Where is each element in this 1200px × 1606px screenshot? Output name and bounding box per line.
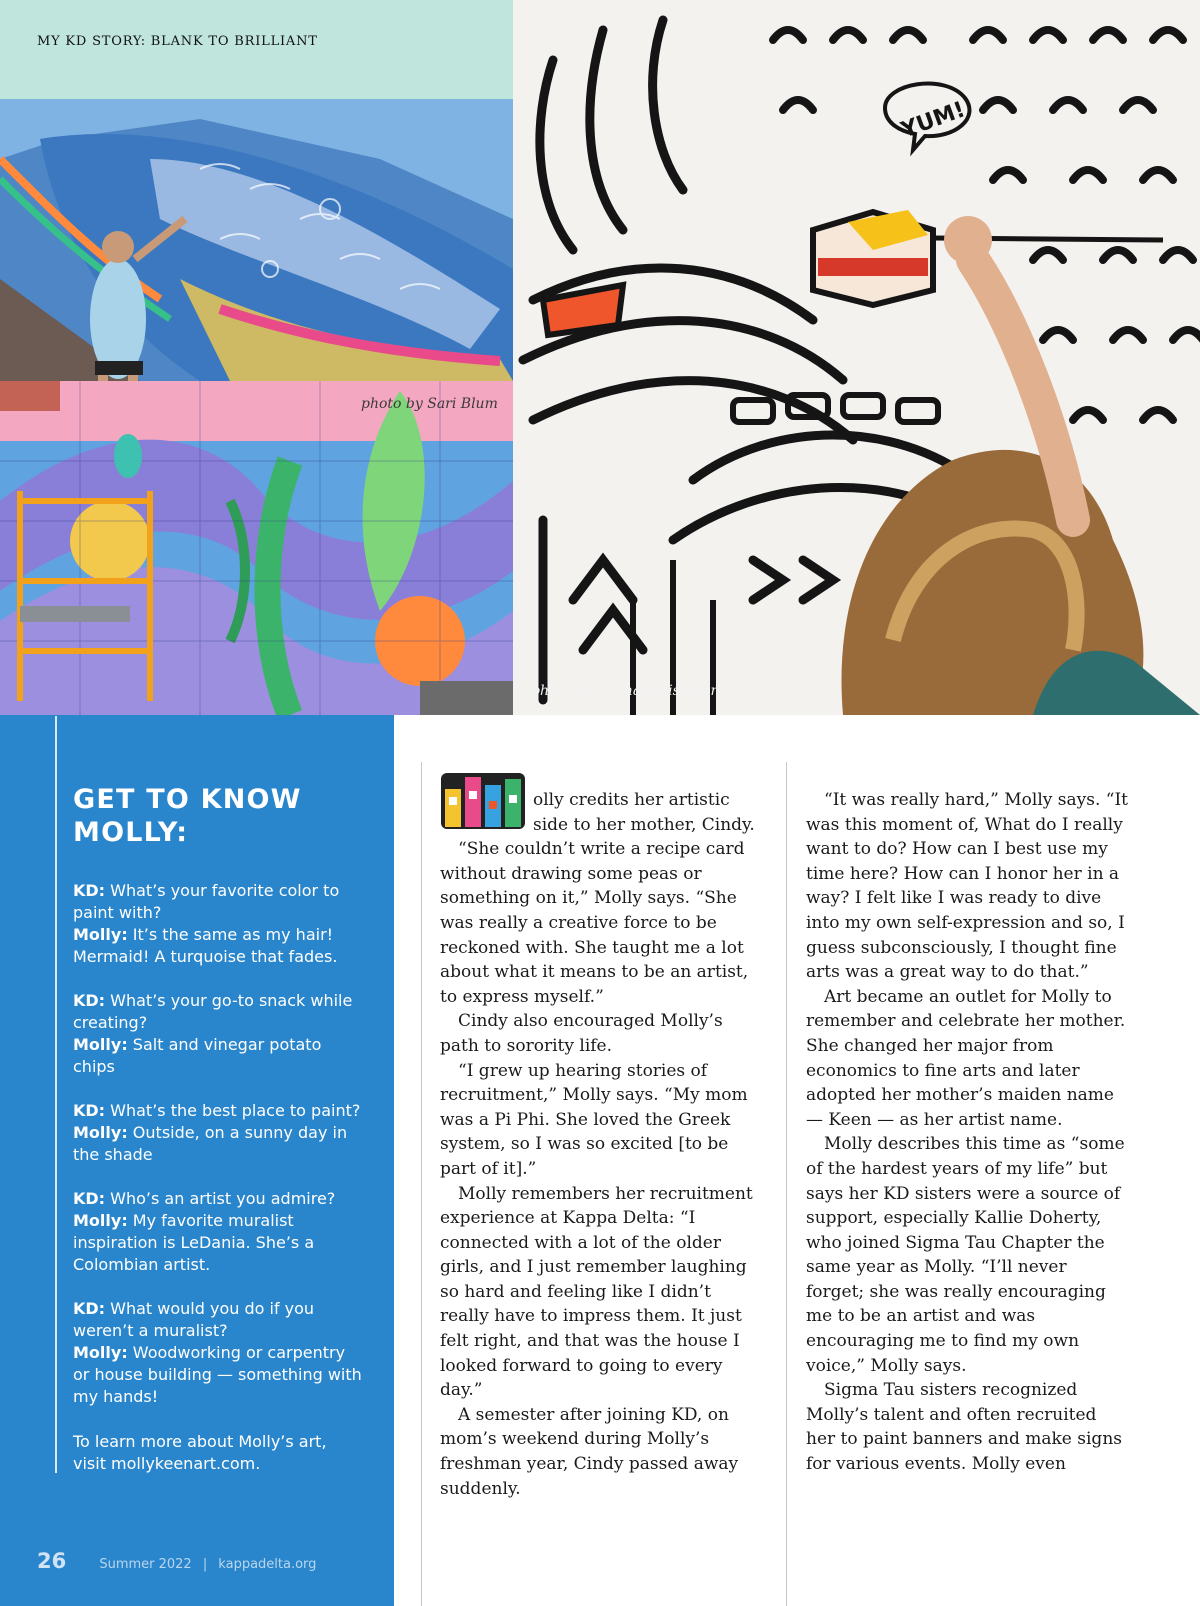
answer: Woodworking or carpentry or house building — something with my hands! [73,1343,362,1406]
question: What’s your favorite color to paint with? [73,881,340,922]
sidebar-closing: To learn more about Molly’s art, visit mollykeenart.com. [73,1432,327,1473]
q-label: KD: [73,991,106,1010]
footer-separator: | [202,1557,208,1572]
qa-item [73,990,363,1078]
a-label: Molly: [73,1211,128,1230]
a-label: Molly: [73,1035,128,1054]
article-paragraph: “She couldn’t write a recipe card without drawing some peas or something on it,” Molly says. “She was really a creative force to be reckoned with. She taught me a lot about what it means to be an artist, to express myself.” [440,839,749,1007]
sidebar-rule [55,716,57,1473]
a-label: Molly: [73,925,128,944]
article-column-1 [440,788,756,1501]
sidebar-title-line1: GET TO KNOW [73,784,302,815]
article-paragraph: Cindy also encouraged Molly’s path to sorority life. [440,1011,723,1056]
qa-item [73,1188,363,1276]
question: What’s your go-to snack while creating? [73,991,353,1032]
dropcap-letter: M [482,811,484,812]
q-label: KD: [73,1189,106,1208]
a-label: Molly: [73,1123,128,1142]
article-paragraph: Molly remembers her recruitment experience at Kappa Delta: “I connected with a lot of the older girls, and I just remember laughing so hard and feeling like I didn’t really have to impress them. It just felt right, and that was the house I looked forward to going to every day.” [440,1183,753,1401]
q-label: KD: [73,1101,106,1120]
photo-credit-michael: photo by Michael Fishman [531,683,720,699]
article-paragraph: “It was really hard,” Molly says. “It was this moment of, What do I really want to do? How can I best use my time here? How can I honor her in a way? I felt like I was ready to dive into my own self-expression and so, I guess subconsciously, I thought fine arts was a great way to do that.” [806,790,1129,983]
article-paragraph: Molly describes this time as “some of the hardest years of my life” but says her KD sisters were a source of support, especially Kallie Doherty, who joined Sigma Tau Chapter the same year as Molly. “I’ll never forget; she was really encouraging me to be an artist and was encouraging me to find my own voice,” Molly says. [806,1134,1125,1376]
qa-item [73,880,363,968]
qa-item [73,1100,363,1166]
question: What’s the best place to paint? [105,1101,361,1120]
answer: It’s the same as my hair! Mermaid! A turquoise that fades. [73,925,338,966]
site-link[interactable]: kappadelta.org [218,1557,317,1572]
answer: Outside, on a sunny day in the shade [73,1123,348,1164]
q-label: KD: [73,881,106,900]
issue-label: Summer 2022 [99,1557,192,1572]
answer: Salt and vinegar potato chips [73,1035,322,1076]
column-rule [786,762,787,1606]
a-label: Molly: [73,1343,128,1362]
page-number: 26 [37,1549,67,1573]
article-paragraph: “I grew up hearing stories of recruitment,” Molly says. “My mom was a Pi Phi. She loved the Greek system, so I was so excited [to be part of it].” [440,1060,748,1179]
whale-mural-photo [0,99,513,381]
q-label: KD: [73,1299,106,1318]
sidebar-title-line2: MOLLY: [73,817,189,848]
answer: My favorite muralist inspiration is LeDania. She’s a Colombian artist. [73,1211,315,1274]
article-paragraph: A semester after joining KD, on mom’s weekend during Molly’s freshman year, Cindy passed away suddenly. [440,1404,739,1499]
article-paragraph: Art became an outlet for Molly to remember and celebrate her mother. She changed her major from economics to fine arts and later adopted her mother’s maiden name — Keen — as her artist name. [806,986,1126,1130]
page-footer [37,1549,316,1573]
dropcap-m-icon [439,767,527,831]
scaffold-mural-photo [0,381,513,715]
question: What would you do if you weren’t a muralist? [73,1299,315,1340]
column-rule [421,762,422,1606]
article-paragraph: Sigma Tau sisters recognized Molly’s talent and often recruited her to paint banners and make signs for various events. Molly even [806,1380,1122,1475]
sidebar-title [73,783,373,849]
photo-credit-sari: photo by Sari Blum [361,396,498,412]
article-column-2 [806,788,1128,1477]
speech-bubble-text: YUM! [898,97,969,144]
question: Who’s an artist you admire? [105,1189,336,1208]
qa-item [73,1298,363,1408]
header-band [0,0,513,99]
section-title: MY KD STORY: BLANK TO BRILLIANT [37,34,318,49]
article-paragraph: olly credits her artistic side to her mother, Cindy. [533,790,755,835]
bw-mural-photo [513,0,1200,715]
